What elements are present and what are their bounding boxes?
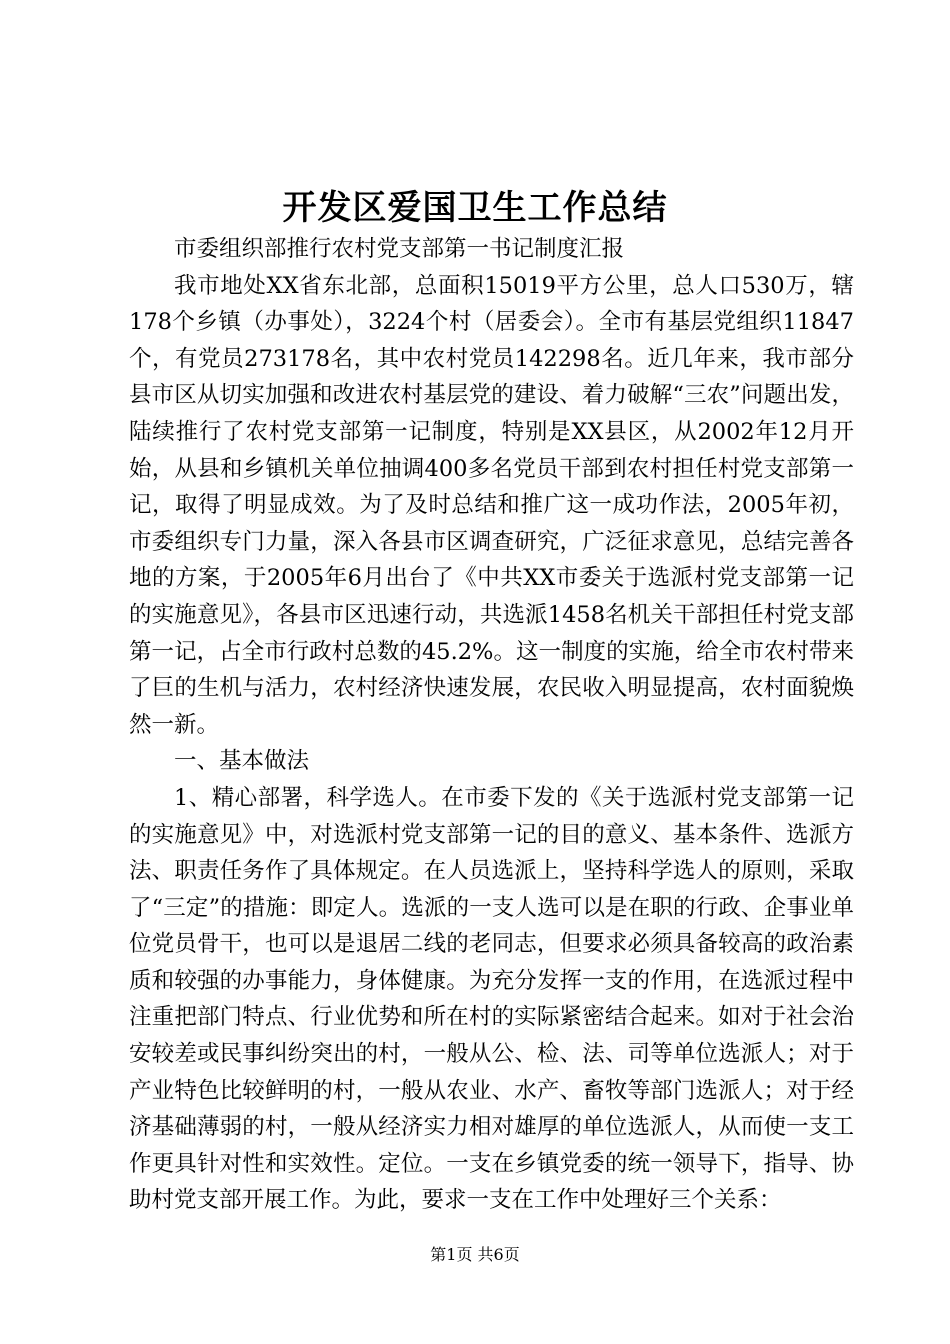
paragraph-section-1: 1、精心部署，科学选人。在市委下发的《关于选派村党支部第一记的实施意见》中，对选派村党支部第一记的目的意义、基本条件、选派方法、职责任务作了具体规定。在人员选派上，坚持科学选人的原则，采取了“三定”的措施：即定人。选派的一支人选可以是在职的行政、企事业单位党员骨干，也可以是退居二线的老同志，但要求必须具备较高的政治素质和较强的办事能力，身体健康。为充分发挥一支的作用，在选派过程中注重把部门特点、行业优势和所在村的实际紧密结合起来。如对于社会治安较差或民事纠纷突出的村，一般从公、检、法、司等单位选派人；对于产业特色比较鲜明的村，一般从农业、水产、畜牧等部门选派人；对于经济基础薄弱的村，一般从经济实力相对雄厚的单位选派人，从而使一支工作更具针对性和实效性。定位。一支在乡镇党委的统一领导下，指导、协助村党支部开展工作。为此，要求一支在工作中处理好三个关系：	[129, 784, 854, 1214]
paragraph-subtitle: 市委组织部推行农村党支部第一书记制度汇报	[174, 236, 625, 262]
document-title: 开发区爱国卫生工作总结	[282, 188, 668, 228]
section-heading: 一、基本做法	[174, 748, 310, 775]
paragraph-intro: 我市地处XX省东北部，总面积15019平方公里，总人口530万，辖178个乡镇（办事处），3224个村（居委会）。全市有基层党组织11847个，有党员273178名，其中农村党员142298名。近几年来，我市部分县市区从切实加强和改进农村基层党的建设、着力破解“三农”问题出发，陆续推行了农村党支部第一记制度，特别是XX县区，从2002年12月开始，从县和乡镇机关单位抽调400多名党员干部到农村担任村党支部第一记，取得了明显成效。为了及时总结和推广这一成功作法，2005年初，市委组织专门力量，深入各县市区调查研究，广泛征求意见，总结完善各地的方案，于2005年6月出台了《中共XX市委关于选派村党支部第一记的实施意见》，各县市区迅速行动，共选派1458名机关干部担任村党支部第一记，占全市行政村总数的45.2%。这一制度的实施，给全市农村带来了巨的生机与活力，农村经济快速发展，农民收入明显提高，农村面貌焕然一新。	[129, 272, 854, 738]
page-footer: 第1页 共6页	[430, 1245, 520, 1264]
document-body	[129, 231, 854, 1219]
